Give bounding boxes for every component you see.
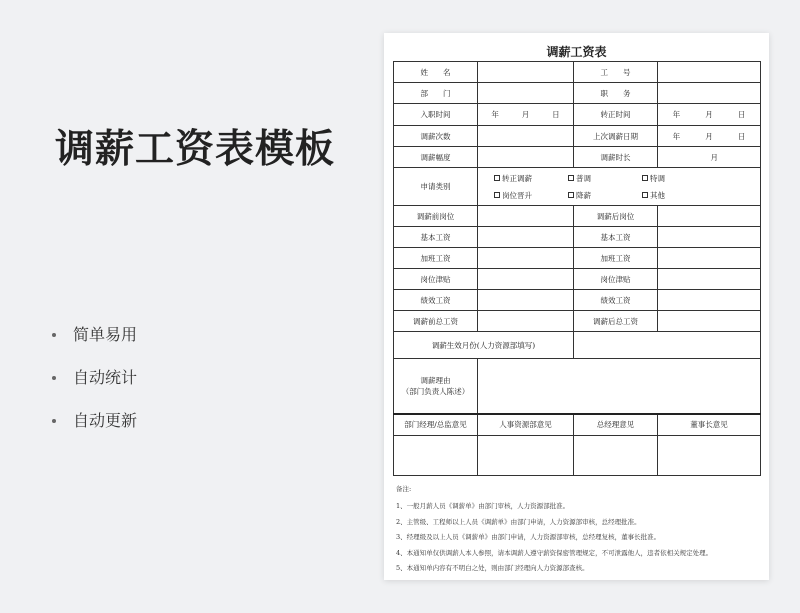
post-performance-field[interactable]	[658, 290, 761, 311]
form-sheet	[384, 33, 769, 580]
approval-gm-label: 总经理意见	[574, 414, 658, 436]
checkbox-icon[interactable]	[568, 175, 574, 181]
name-field[interactable]	[478, 62, 574, 83]
checkbox-icon[interactable]	[642, 192, 648, 198]
salary-form-table	[393, 61, 761, 476]
pre-overtime-field[interactable]	[478, 248, 574, 269]
pre-total-field[interactable]	[478, 311, 574, 332]
approval-board-field[interactable]	[658, 436, 761, 476]
approval-hr-field[interactable]	[478, 436, 574, 476]
pre-post-field[interactable]	[478, 206, 574, 227]
effective-month-field[interactable]	[574, 332, 761, 359]
dept-field[interactable]	[478, 83, 574, 104]
adjust-range-field[interactable]	[478, 147, 574, 168]
adjust-duration-label: 调薪时长	[574, 147, 658, 168]
hire-date-field[interactable]: 年 月 日	[478, 104, 574, 126]
bullet-icon	[52, 376, 56, 380]
adjust-range-label: 调薪幅度	[394, 147, 478, 168]
pre-post-label: 调薪前岗位	[394, 206, 478, 227]
promo-title: 调薪工资表模板	[55, 127, 336, 172]
checkbox-icon[interactable]	[494, 175, 500, 181]
pre-performance-label: 绩效工资	[394, 290, 478, 311]
pre-allowance-field[interactable]	[478, 269, 574, 290]
post-total-field[interactable]	[658, 311, 761, 332]
post-total-label: 调薪后总工资	[574, 311, 658, 332]
checkbox-icon[interactable]	[568, 192, 574, 198]
post-post-field[interactable]	[658, 206, 761, 227]
approval-dept-field[interactable]	[394, 436, 478, 476]
option-pay-cut[interactable]: 降薪	[568, 190, 642, 201]
notes-heading: 备注:	[396, 485, 412, 493]
regular-date-label: 转正时间	[574, 104, 658, 126]
post-allowance-label: 岗位津贴	[574, 269, 658, 290]
pre-overtime-label: 加班工资	[394, 248, 478, 269]
feature-item: 自动统计	[52, 356, 137, 399]
dept-label: 部 门	[394, 83, 478, 104]
note-item: 5、本通知单内容有不明白之处，则由部门经理向人力资源部查核。	[396, 564, 589, 572]
approval-dept-label: 部门经理/总监意见	[394, 414, 478, 436]
approval-board-label: 董事长意见	[658, 414, 761, 436]
last-adjust-date-field[interactable]: 年 月 日	[658, 126, 761, 147]
position-field[interactable]	[658, 83, 761, 104]
feature-item: 自动更新	[52, 399, 137, 442]
position-label: 职 务	[574, 83, 658, 104]
post-base-salary-field[interactable]	[658, 227, 761, 248]
reason-field[interactable]	[478, 359, 761, 414]
option-general-adjust[interactable]: 普调	[568, 173, 642, 184]
adjust-count-label: 调薪次数	[394, 126, 478, 147]
option-promotion[interactable]: 岗位晋升	[494, 190, 568, 201]
post-post-label: 调薪后岗位	[574, 206, 658, 227]
post-base-salary-label: 基本工资	[574, 227, 658, 248]
approval-hr-label: 人事资源部意见	[478, 414, 574, 436]
name-label: 姓 名	[394, 62, 478, 83]
post-overtime-label: 加班工资	[574, 248, 658, 269]
reason-label: 调薪理由 （部门负责人陈述）	[394, 359, 478, 414]
pre-base-salary-field[interactable]	[478, 227, 574, 248]
option-regular-adjust[interactable]: 转正调薪	[494, 173, 568, 184]
pre-total-label: 调薪前总工资	[394, 311, 478, 332]
bullet-icon	[52, 333, 56, 337]
checkbox-icon[interactable]	[494, 192, 500, 198]
pre-base-salary-label: 基本工资	[394, 227, 478, 248]
post-performance-label: 绩效工资	[574, 290, 658, 311]
regular-date-field[interactable]: 年 月 日	[658, 104, 761, 126]
adjust-count-field[interactable]	[478, 126, 574, 147]
note-item: 1、一般月薪人员《调薪单》由部门审核，人力资源部批准。	[396, 502, 570, 510]
note-item: 4、本通知单仅供调薪人本人参照，请本调薪人遵守薪资保密管理规定，不可泄露他人，违者依相关规定处理。	[396, 548, 713, 557]
effective-month-label: 调薪生效月份(人力资源部填写)	[394, 332, 574, 359]
hire-date-label: 入职时间	[394, 104, 478, 126]
post-allowance-field[interactable]	[658, 269, 761, 290]
pre-performance-field[interactable]	[478, 290, 574, 311]
adjust-duration-field[interactable]: 月	[658, 147, 761, 168]
feature-list	[52, 313, 137, 442]
apply-type-options	[478, 168, 761, 206]
post-overtime-field[interactable]	[658, 248, 761, 269]
approval-gm-field[interactable]	[574, 436, 658, 476]
last-adjust-date-label: 上次调薪日期	[574, 126, 658, 147]
feature-item: 简单易用	[52, 313, 137, 356]
note-item: 3、经理级及以上人员《调薪单》由部门申请，人力资源部审核，总经理复核，董事长批准。	[396, 533, 661, 541]
emp-no-field[interactable]	[658, 62, 761, 83]
checkbox-icon[interactable]	[642, 175, 648, 181]
option-other[interactable]: 其他	[642, 190, 716, 201]
pre-allowance-label: 岗位津贴	[394, 269, 478, 290]
option-special-adjust[interactable]: 特调	[642, 173, 716, 184]
emp-no-label: 工 号	[574, 62, 658, 83]
note-item: 2、主管级、工程师以上人员《调薪单》由部门申请，人力资源部审核，总经理批准。	[396, 517, 641, 526]
form-title: 调薪工资表	[546, 45, 607, 59]
apply-type-label: 申请类别	[394, 168, 478, 206]
notes-section	[396, 484, 712, 579]
bullet-icon	[52, 419, 56, 423]
